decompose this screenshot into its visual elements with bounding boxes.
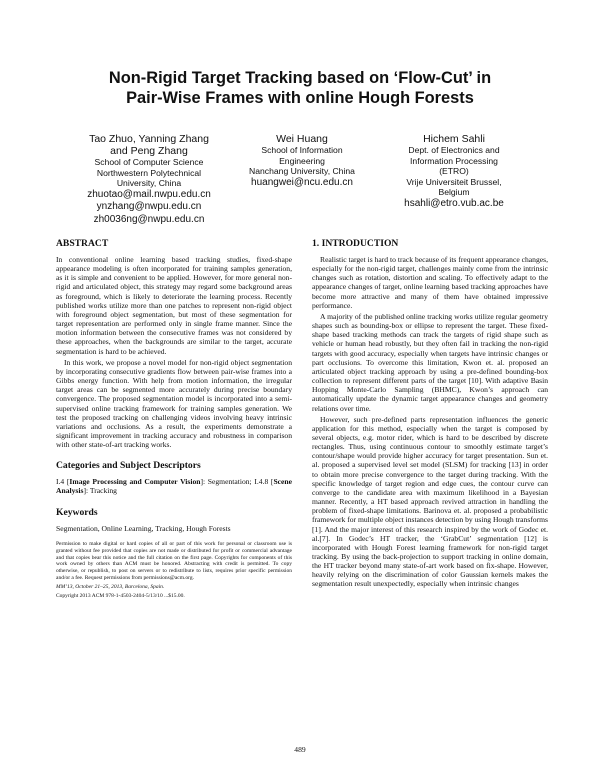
affiliation-line: Vrije Universiteit Brussel,	[406, 176, 502, 187]
categories-part: ]: Tracking	[83, 486, 117, 496]
intro-paragraph-2: A majority of the published online tracking works utilize regular geometry shapes such as bounding-box or ellipse to represent the target. These fixed-shape based tracking methods can track the targets of rigid shape such as vehicle or human head robustly, but they often fail in tracking the non-rigid targets with good accuracy, especially when targets have intrinsic changes or part occlusions. To overcome this limitation, Kwon et. al. proposed an articulated object tracking approach by using a pre-defined bounding-box collection to represent different parts of the target [10]. With adaptive Basin Hopping Monte-Carlo Sampling (BHMC), Kwon’s approach can automatically update the dynamic target appearance changes and geometry relations over time.	[312, 311, 548, 413]
paper-title	[60, 68, 540, 108]
affiliation-line: University, China	[116, 178, 182, 189]
author-names: Hichem Sahli	[423, 133, 485, 145]
page-number: 489	[294, 745, 306, 754]
categories-heading: Categories and Subject Descriptors	[56, 460, 201, 472]
keywords-text: Segmentation, Online Learning, Tracking, Hough Forests	[56, 523, 231, 533]
author-email: huangwei@ncu.edu.cn	[251, 176, 353, 188]
categories-bold-2: Scene Analysis	[56, 477, 292, 496]
affiliation-line: Belgium	[438, 187, 470, 198]
permission-text: Permission to make digital or hard copies of all or part of this work for personal or classroom use is granted without fee provided that copies are not made or distributed for profit or commercial advantage and that copies bear this notice and the full citation on the first page. Copyrights for components of this work owned by others than ACM must be honored. Abstracting with credit is permitted. To copy otherwise, or republish, to post on servers or to redistribute to lists, requires prior specific permission and/or a fee. Request permissions from permissions@acm.org.	[56, 540, 292, 582]
affiliation-line: Information Processing	[410, 155, 498, 166]
author-names: and Peng Zhang	[110, 145, 188, 157]
author-names: Tao Zhuo, Yanning Zhang	[89, 133, 209, 145]
categories-bold-1: Image Processing and Computer Vision	[69, 477, 201, 487]
keywords-heading: Keywords	[56, 506, 98, 518]
abstract-paragraph-1: In conventional online learning based tracking studies, fixed-shape appearance modeling is often incorporated for training samples generation, as it is simple and convenient to be applied. However, for more general non-rigid and articulated object, this strategy may regard some background areas as foreground, which is likely to deteriorate the learning process. Recently published works utilize more than one patches to represent non-rigid object with foreground object segmentation, but most of these segmentation for target representation are performed only in single frame manner. Since the motion information between the consecutive frames was not considered by these approaches, when the backgrounds are similar to the target, accurate segmentation is hard to be achieved.	[56, 255, 292, 356]
permission-copyright: Copyright 2013 ACM 978-1-4503-2404-5/13/10 ...$15.00.	[56, 593, 185, 600]
abstract-heading: ABSTRACT	[56, 238, 109, 249]
introduction-heading: 1. INTRODUCTION	[312, 238, 399, 249]
affiliation-line: (ETRO)	[439, 166, 469, 177]
categories-part: ]: Segmentation; I.4.8 [	[200, 477, 274, 487]
categories-text	[56, 477, 292, 495]
affiliation-line: Dept. of Electronics and	[408, 145, 500, 155]
affiliation-line: Engineering	[279, 155, 325, 166]
permission-notice	[56, 541, 292, 600]
affiliation-line: Nanchang University, China	[249, 166, 355, 177]
left-column	[56, 238, 292, 600]
categories-part: I.4 [	[56, 477, 70, 487]
author-block-1	[62, 133, 236, 226]
permission-venue: MM’13, October 21–25, 2013, Barcelona, Spain.	[56, 584, 165, 591]
affiliation-line: Northwestern Polytechnical	[96, 167, 202, 178]
affiliation-line: School of Computer Science	[94, 157, 204, 167]
intro-paragraph-1: Realistic target is hard to track because of its frequent appearance changes, especially for the non-rigid target, challenges mainly come from the intrinsic changes such as rotation, distortion and scaling. To effectively adapt to the appearance changes of target, online learning based tracking approaches have become more attractive and many of them have obtained impressive performance.	[312, 255, 548, 310]
author-email: hsahli@etro.vub.ac.be	[404, 197, 504, 209]
author-block-2	[238, 133, 366, 189]
author-email: zh0036ng@nwpu.edu.cn	[93, 213, 205, 225]
affiliation-line: School of Information	[261, 145, 343, 155]
right-column	[312, 238, 548, 589]
author-block-3	[370, 133, 538, 210]
author-email: zhuotao@mail.nwpu.edu.cn	[87, 188, 211, 200]
title-line-1: Non-Rigid Target Tracking based on ‘Flow-Cut’ in	[108, 69, 492, 87]
title-line-2: Pair-Wise Frames with online Hough Forests	[126, 89, 474, 107]
intro-paragraph-3: However, such pre-defined parts representation influences the generic application for this method, especially when the target is composed by several objects, e.g. motor rider, which is hard to be described by discrete rectangles. Thus, using continuous contour to smoothly estimate target’s contour/shape would provide higher accuracy for target presentation. Sun et. al. proposed a supervised level set model (SLSM) for tracking [13] in order to obtain more precise convergence to the target during tracking. With the specific knowledge of target region and edge cues, the contour curve can converge to the candidate area with maximum likelihood in a Bayesian manner. Recently, a HT based approach revived attraction in handling the problem of fixed-shape limitations. Barinova et. al. proposed a probabilistic framework for multiple object instances detection by using Hough transforms [1]. And the major interest of this research inspired by the work of Godec et. al.[7]. In Godec’s HT tracker, the ‘GrabCut’ segmentation [12] is incorporated with Hough Forest learning framework for non-rigid target tracking. By using the back-projection to support tracking in online domain, the HT tracker beyond many state-of-art work based on fix-shape. However, heavily relying on the discrimination of color Gaussian kernels makes the segmentation result unexpectedly, especially when intrinsic changes	[312, 414, 548, 589]
author-email: ynzhang@nwpu.edu.cn	[96, 201, 202, 213]
author-names: Wei Huang	[276, 133, 328, 145]
abstract-paragraph-2: In this work, we propose a novel model for non-rigid object segmentation by incorporating consecutive gradients flow between pair-wise frames into a Gibbs energy function. With help from motion information, the irregular target areas can be segmented more accurately during precise boundary convergence. The proposed segmentation model is incorporated into a semi-supervised online tracking framework for training samples generation. We test the proposed tracking on challenging videos involving heavy intrinsic variations and occlusions. As a result, the experiments demonstrate a significant improvement in tracking accuracy and robustness in comparison with other state-of-art tracking works.	[56, 357, 292, 450]
